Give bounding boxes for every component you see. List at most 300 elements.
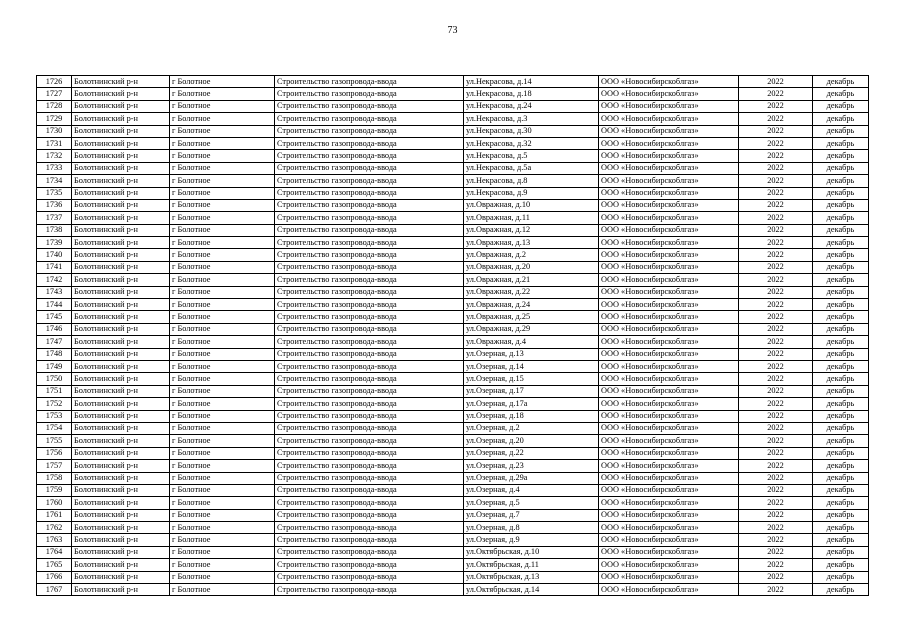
organization-cell: ООО «Новосибирскоблгаз» bbox=[599, 360, 739, 372]
table-row bbox=[37, 472, 869, 484]
month-cell: декабрь bbox=[813, 484, 869, 496]
address-cell: ул.Озерная, д.17а bbox=[464, 398, 599, 410]
year-cell: 2022 bbox=[739, 286, 813, 298]
work-type-cell: Строительство газопровода-ввода bbox=[275, 360, 464, 372]
district-cell: Болотнинский р-н bbox=[72, 162, 170, 174]
row-number-cell: 1748 bbox=[37, 348, 72, 360]
year-cell: 2022 bbox=[739, 559, 813, 571]
work-type-cell: Строительство газопровода-ввода bbox=[275, 584, 464, 596]
city-cell: г Болотное bbox=[170, 460, 275, 472]
address-cell: ул.Озерная, д.18 bbox=[464, 410, 599, 422]
organization-cell: ООО «Новосибирскоблгаз» bbox=[599, 175, 739, 187]
address-cell: ул.Овражная, д.12 bbox=[464, 224, 599, 236]
district-cell: Болотнинский р-н bbox=[72, 187, 170, 199]
district-cell: Болотнинский р-н bbox=[72, 299, 170, 311]
table-row bbox=[37, 311, 869, 323]
month-cell: декабрь bbox=[813, 212, 869, 224]
city-cell: г Болотное bbox=[170, 422, 275, 434]
table-row bbox=[37, 162, 869, 174]
year-cell: 2022 bbox=[739, 187, 813, 199]
year-cell: 2022 bbox=[739, 100, 813, 112]
work-type-cell: Строительство газопровода-ввода bbox=[275, 435, 464, 447]
city-cell: г Болотное bbox=[170, 571, 275, 583]
row-number-cell: 1738 bbox=[37, 224, 72, 236]
work-type-cell: Строительство газопровода-ввода bbox=[275, 286, 464, 298]
address-cell: ул.Озерная, д.14 bbox=[464, 360, 599, 372]
month-cell: декабрь bbox=[813, 410, 869, 422]
organization-cell: ООО «Новосибирскоблгаз» bbox=[599, 274, 739, 286]
row-number-cell: 1734 bbox=[37, 175, 72, 187]
organization-cell: ООО «Новосибирскоблгаз» bbox=[599, 484, 739, 496]
row-number-cell: 1731 bbox=[37, 137, 72, 149]
table-row bbox=[37, 137, 869, 149]
work-type-cell: Строительство газопровода-ввода bbox=[275, 224, 464, 236]
work-type-cell: Строительство газопровода-ввода bbox=[275, 100, 464, 112]
month-cell: декабрь bbox=[813, 261, 869, 273]
organization-cell: ООО «Новосибирскоблгаз» bbox=[599, 150, 739, 162]
table-row bbox=[37, 559, 869, 571]
district-cell: Болотнинский р-н bbox=[72, 509, 170, 521]
row-number-cell: 1753 bbox=[37, 410, 72, 422]
organization-cell: ООО «Новосибирскоблгаз» bbox=[599, 522, 739, 534]
table-row bbox=[37, 509, 869, 521]
organization-cell: ООО «Новосибирскоблгаз» bbox=[599, 323, 739, 335]
work-type-cell: Строительство газопровода-ввода bbox=[275, 237, 464, 249]
district-cell: Болотнинский р-н bbox=[72, 199, 170, 211]
district-cell: Болотнинский р-н bbox=[72, 274, 170, 286]
row-number-cell: 1763 bbox=[37, 534, 72, 546]
year-cell: 2022 bbox=[739, 435, 813, 447]
city-cell: г Болотное bbox=[170, 299, 275, 311]
month-cell: декабрь bbox=[813, 237, 869, 249]
city-cell: г Болотное bbox=[170, 323, 275, 335]
city-cell: г Болотное bbox=[170, 360, 275, 372]
organization-cell: ООО «Новосибирскоблгаз» bbox=[599, 100, 739, 112]
district-cell: Болотнинский р-н bbox=[72, 125, 170, 137]
year-cell: 2022 bbox=[739, 522, 813, 534]
table-row bbox=[37, 199, 869, 211]
address-cell: ул.Некрасова, д.8 bbox=[464, 175, 599, 187]
organization-cell: ООО «Новосибирскоблгаз» bbox=[599, 336, 739, 348]
district-cell: Болотнинский р-н bbox=[72, 534, 170, 546]
district-cell: Болотнинский р-н bbox=[72, 249, 170, 261]
table-row bbox=[37, 249, 869, 261]
address-cell: ул.Некрасова, д.32 bbox=[464, 137, 599, 149]
work-type-cell: Строительство газопровода-ввода bbox=[275, 484, 464, 496]
month-cell: декабрь bbox=[813, 373, 869, 385]
month-cell: декабрь bbox=[813, 137, 869, 149]
organization-cell: ООО «Новосибирскоблгаз» bbox=[599, 187, 739, 199]
year-cell: 2022 bbox=[739, 546, 813, 558]
city-cell: г Болотное bbox=[170, 224, 275, 236]
table-row bbox=[37, 150, 869, 162]
work-type-cell: Строительство газопровода-ввода bbox=[275, 150, 464, 162]
district-cell: Болотнинский р-н bbox=[72, 398, 170, 410]
address-cell: ул.Озерная, д.22 bbox=[464, 447, 599, 459]
month-cell: декабрь bbox=[813, 472, 869, 484]
work-type-cell: Строительство газопровода-ввода bbox=[275, 323, 464, 335]
address-cell: ул.Октябрьская, д.10 bbox=[464, 546, 599, 558]
row-number-cell: 1741 bbox=[37, 261, 72, 273]
organization-cell: ООО «Новосибирскоблгаз» bbox=[599, 497, 739, 509]
year-cell: 2022 bbox=[739, 249, 813, 261]
district-cell: Болотнинский р-н bbox=[72, 100, 170, 112]
year-cell: 2022 bbox=[739, 125, 813, 137]
table-row bbox=[37, 348, 869, 360]
organization-cell: ООО «Новосибирскоблгаз» bbox=[599, 571, 739, 583]
year-cell: 2022 bbox=[739, 88, 813, 100]
month-cell: декабрь bbox=[813, 199, 869, 211]
month-cell: декабрь bbox=[813, 385, 869, 397]
table-row bbox=[37, 125, 869, 137]
work-type-cell: Строительство газопровода-ввода bbox=[275, 509, 464, 521]
district-cell: Болотнинский р-н bbox=[72, 546, 170, 558]
district-cell: Болотнинский р-н bbox=[72, 484, 170, 496]
month-cell: декабрь bbox=[813, 88, 869, 100]
city-cell: г Болотное bbox=[170, 435, 275, 447]
city-cell: г Болотное bbox=[170, 125, 275, 137]
district-cell: Болотнинский р-н bbox=[72, 261, 170, 273]
address-cell: ул.Октябрьская, д.13 bbox=[464, 571, 599, 583]
district-cell: Болотнинский р-н bbox=[72, 571, 170, 583]
table-row bbox=[37, 360, 869, 372]
work-type-cell: Строительство газопровода-ввода bbox=[275, 76, 464, 88]
table-row bbox=[37, 113, 869, 125]
row-number-cell: 1766 bbox=[37, 571, 72, 583]
city-cell: г Болотное bbox=[170, 261, 275, 273]
address-cell: ул.Озерная, д.29а bbox=[464, 472, 599, 484]
year-cell: 2022 bbox=[739, 385, 813, 397]
organization-cell: ООО «Новосибирскоблгаз» bbox=[599, 534, 739, 546]
district-cell: Болотнинский р-н bbox=[72, 150, 170, 162]
address-cell: ул.Овражная, д.25 bbox=[464, 311, 599, 323]
year-cell: 2022 bbox=[739, 212, 813, 224]
address-cell: ул.Овражная, д.24 bbox=[464, 299, 599, 311]
row-number-cell: 1735 bbox=[37, 187, 72, 199]
address-cell: ул.Озерная, д.8 bbox=[464, 522, 599, 534]
district-cell: Болотнинский р-н bbox=[72, 88, 170, 100]
organization-cell: ООО «Новосибирскоблгаз» bbox=[599, 398, 739, 410]
year-cell: 2022 bbox=[739, 76, 813, 88]
row-number-cell: 1759 bbox=[37, 484, 72, 496]
table-row bbox=[37, 187, 869, 199]
district-cell: Болотнинский р-н bbox=[72, 336, 170, 348]
year-cell: 2022 bbox=[739, 422, 813, 434]
address-cell: ул.Овражная, д.13 bbox=[464, 237, 599, 249]
row-number-cell: 1765 bbox=[37, 559, 72, 571]
month-cell: декабрь bbox=[813, 571, 869, 583]
organization-cell: ООО «Новосибирскоблгаз» bbox=[599, 224, 739, 236]
district-cell: Болотнинский р-н bbox=[72, 175, 170, 187]
row-number-cell: 1758 bbox=[37, 472, 72, 484]
month-cell: декабрь bbox=[813, 522, 869, 534]
city-cell: г Болотное bbox=[170, 150, 275, 162]
month-cell: декабрь bbox=[813, 187, 869, 199]
month-cell: декабрь bbox=[813, 534, 869, 546]
table-row bbox=[37, 422, 869, 434]
address-cell: ул.Некрасова, д.5а bbox=[464, 162, 599, 174]
month-cell: декабрь bbox=[813, 323, 869, 335]
address-cell: ул.Озерная, д.2 bbox=[464, 422, 599, 434]
year-cell: 2022 bbox=[739, 323, 813, 335]
table-row bbox=[37, 261, 869, 273]
work-type-cell: Строительство газопровода-ввода bbox=[275, 249, 464, 261]
row-number-cell: 1729 bbox=[37, 113, 72, 125]
organization-cell: ООО «Новосибирскоблгаз» bbox=[599, 422, 739, 434]
work-type-cell: Строительство газопровода-ввода bbox=[275, 199, 464, 211]
month-cell: декабрь bbox=[813, 546, 869, 558]
city-cell: г Болотное bbox=[170, 137, 275, 149]
district-cell: Болотнинский р-н bbox=[72, 410, 170, 422]
year-cell: 2022 bbox=[739, 348, 813, 360]
row-number-cell: 1754 bbox=[37, 422, 72, 434]
table-row bbox=[37, 497, 869, 509]
organization-cell: ООО «Новосибирскоблгаз» bbox=[599, 373, 739, 385]
address-cell: ул.Октябрьская, д.14 bbox=[464, 584, 599, 596]
work-type-cell: Строительство газопровода-ввода bbox=[275, 113, 464, 125]
month-cell: декабрь bbox=[813, 336, 869, 348]
work-type-cell: Строительство газопровода-ввода bbox=[275, 522, 464, 534]
month-cell: декабрь bbox=[813, 113, 869, 125]
city-cell: г Болотное bbox=[170, 447, 275, 459]
work-type-cell: Строительство газопровода-ввода bbox=[275, 422, 464, 434]
year-cell: 2022 bbox=[739, 534, 813, 546]
work-type-cell: Строительство газопровода-ввода bbox=[275, 175, 464, 187]
organization-cell: ООО «Новосибирскоблгаз» bbox=[599, 237, 739, 249]
month-cell: декабрь bbox=[813, 559, 869, 571]
work-type-cell: Строительство газопровода-ввода bbox=[275, 373, 464, 385]
month-cell: декабрь bbox=[813, 224, 869, 236]
address-cell: ул.Некрасова, д.5 bbox=[464, 150, 599, 162]
city-cell: г Болотное bbox=[170, 286, 275, 298]
month-cell: декабрь bbox=[813, 460, 869, 472]
row-number-cell: 1742 bbox=[37, 274, 72, 286]
table-row bbox=[37, 522, 869, 534]
address-cell: ул.Некрасова, д.9 bbox=[464, 187, 599, 199]
row-number-cell: 1733 bbox=[37, 162, 72, 174]
organization-cell: ООО «Новосибирскоблгаз» bbox=[599, 472, 739, 484]
address-cell: ул.Озерная, д.23 bbox=[464, 460, 599, 472]
row-number-cell: 1736 bbox=[37, 199, 72, 211]
year-cell: 2022 bbox=[739, 472, 813, 484]
address-cell: ул.Некрасова, д.18 bbox=[464, 88, 599, 100]
work-type-cell: Строительство газопровода-ввода bbox=[275, 261, 464, 273]
row-number-cell: 1737 bbox=[37, 212, 72, 224]
year-cell: 2022 bbox=[739, 299, 813, 311]
table-row bbox=[37, 460, 869, 472]
city-cell: г Болотное bbox=[170, 76, 275, 88]
organization-cell: ООО «Новосибирскоблгаз» bbox=[599, 299, 739, 311]
table-row bbox=[37, 100, 869, 112]
organization-cell: ООО «Новосибирскоблгаз» bbox=[599, 311, 739, 323]
work-type-cell: Строительство газопровода-ввода bbox=[275, 348, 464, 360]
year-cell: 2022 bbox=[739, 410, 813, 422]
district-cell: Болотнинский р-н bbox=[72, 212, 170, 224]
city-cell: г Болотное bbox=[170, 336, 275, 348]
month-cell: декабрь bbox=[813, 162, 869, 174]
year-cell: 2022 bbox=[739, 460, 813, 472]
city-cell: г Болотное bbox=[170, 88, 275, 100]
address-cell: ул.Озерная, д.5 bbox=[464, 497, 599, 509]
work-type-cell: Строительство газопровода-ввода bbox=[275, 88, 464, 100]
year-cell: 2022 bbox=[739, 584, 813, 596]
city-cell: г Болотное bbox=[170, 522, 275, 534]
row-number-cell: 1760 bbox=[37, 497, 72, 509]
table-row bbox=[37, 76, 869, 88]
table-row bbox=[37, 212, 869, 224]
year-cell: 2022 bbox=[739, 113, 813, 125]
city-cell: г Болотное bbox=[170, 546, 275, 558]
city-cell: г Болотное bbox=[170, 187, 275, 199]
work-type-cell: Строительство газопровода-ввода bbox=[275, 274, 464, 286]
address-cell: ул.Некрасова, д.24 bbox=[464, 100, 599, 112]
work-type-cell: Строительство газопровода-ввода bbox=[275, 559, 464, 571]
district-cell: Болотнинский р-н bbox=[72, 422, 170, 434]
year-cell: 2022 bbox=[739, 447, 813, 459]
work-type-cell: Строительство газопровода-ввода bbox=[275, 162, 464, 174]
year-cell: 2022 bbox=[739, 150, 813, 162]
city-cell: г Болотное bbox=[170, 212, 275, 224]
work-type-cell: Строительство газопровода-ввода bbox=[275, 299, 464, 311]
city-cell: г Болотное bbox=[170, 410, 275, 422]
row-number-cell: 1762 bbox=[37, 522, 72, 534]
district-cell: Болотнинский р-н bbox=[72, 237, 170, 249]
year-cell: 2022 bbox=[739, 237, 813, 249]
city-cell: г Болотное bbox=[170, 175, 275, 187]
address-cell: ул.Овражная, д.29 bbox=[464, 323, 599, 335]
city-cell: г Болотное bbox=[170, 398, 275, 410]
year-cell: 2022 bbox=[739, 509, 813, 521]
district-cell: Болотнинский р-н bbox=[72, 113, 170, 125]
month-cell: декабрь bbox=[813, 509, 869, 521]
address-cell: ул.Овражная, д.2 bbox=[464, 249, 599, 261]
district-cell: Болотнинский р-н bbox=[72, 559, 170, 571]
year-cell: 2022 bbox=[739, 484, 813, 496]
month-cell: декабрь bbox=[813, 584, 869, 596]
month-cell: декабрь bbox=[813, 299, 869, 311]
work-type-cell: Строительство газопровода-ввода bbox=[275, 398, 464, 410]
address-cell: ул.Овражная, д.22 bbox=[464, 286, 599, 298]
row-number-cell: 1740 bbox=[37, 249, 72, 261]
district-cell: Болотнинский р-н bbox=[72, 373, 170, 385]
work-type-cell: Строительство газопровода-ввода bbox=[275, 546, 464, 558]
row-number-cell: 1764 bbox=[37, 546, 72, 558]
year-cell: 2022 bbox=[739, 497, 813, 509]
row-number-cell: 1747 bbox=[37, 336, 72, 348]
row-number-cell: 1726 bbox=[37, 76, 72, 88]
address-cell: ул.Озерная, д.15 bbox=[464, 373, 599, 385]
row-number-cell: 1746 bbox=[37, 323, 72, 335]
district-cell: Болотнинский р-н bbox=[72, 348, 170, 360]
month-cell: декабрь bbox=[813, 125, 869, 137]
district-cell: Болотнинский р-н bbox=[72, 311, 170, 323]
district-cell: Болотнинский р-н bbox=[72, 447, 170, 459]
district-cell: Болотнинский р-н bbox=[72, 584, 170, 596]
row-number-cell: 1727 bbox=[37, 88, 72, 100]
year-cell: 2022 bbox=[739, 311, 813, 323]
table-row bbox=[37, 274, 869, 286]
organization-cell: ООО «Новосибирскоблгаз» bbox=[599, 162, 739, 174]
address-cell: ул.Овражная, д.20 bbox=[464, 261, 599, 273]
month-cell: декабрь bbox=[813, 398, 869, 410]
table-row bbox=[37, 398, 869, 410]
month-cell: декабрь bbox=[813, 175, 869, 187]
address-cell: ул.Озерная, д.20 bbox=[464, 435, 599, 447]
row-number-cell: 1750 bbox=[37, 373, 72, 385]
district-cell: Болотнинский р-н bbox=[72, 224, 170, 236]
table-row bbox=[37, 175, 869, 187]
city-cell: г Болотное bbox=[170, 162, 275, 174]
row-number-cell: 1730 bbox=[37, 125, 72, 137]
work-type-cell: Строительство газопровода-ввода bbox=[275, 460, 464, 472]
table-row bbox=[37, 410, 869, 422]
address-cell: ул.Овражная, д.21 bbox=[464, 274, 599, 286]
year-cell: 2022 bbox=[739, 360, 813, 372]
work-type-cell: Строительство газопровода-ввода bbox=[275, 410, 464, 422]
month-cell: декабрь bbox=[813, 249, 869, 261]
month-cell: декабрь bbox=[813, 150, 869, 162]
organization-cell: ООО «Новосибирскоблгаз» bbox=[599, 113, 739, 125]
table-row bbox=[37, 224, 869, 236]
organization-cell: ООО «Новосибирскоблгаз» bbox=[599, 76, 739, 88]
row-number-cell: 1744 bbox=[37, 299, 72, 311]
table-row bbox=[37, 373, 869, 385]
district-cell: Болотнинский р-н bbox=[72, 460, 170, 472]
table-row bbox=[37, 299, 869, 311]
table-row bbox=[37, 447, 869, 459]
address-cell: ул.Озерная, д.13 bbox=[464, 348, 599, 360]
address-cell: ул.Озерная, д.7 bbox=[464, 509, 599, 521]
work-type-cell: Строительство газопровода-ввода bbox=[275, 571, 464, 583]
row-number-cell: 1752 bbox=[37, 398, 72, 410]
address-cell: ул.Овражная, д.11 bbox=[464, 212, 599, 224]
organization-cell: ООО «Новосибирскоблгаз» bbox=[599, 410, 739, 422]
table-row bbox=[37, 484, 869, 496]
row-number-cell: 1743 bbox=[37, 286, 72, 298]
district-cell: Болотнинский р-н bbox=[72, 472, 170, 484]
registry-table-body bbox=[37, 76, 869, 596]
work-type-cell: Строительство газопровода-ввода bbox=[275, 472, 464, 484]
city-cell: г Болотное bbox=[170, 472, 275, 484]
row-number-cell: 1767 bbox=[37, 584, 72, 596]
district-cell: Болотнинский р-н bbox=[72, 76, 170, 88]
month-cell: декабрь bbox=[813, 286, 869, 298]
city-cell: г Болотное bbox=[170, 484, 275, 496]
row-number-cell: 1761 bbox=[37, 509, 72, 521]
row-number-cell: 1728 bbox=[37, 100, 72, 112]
work-type-cell: Строительство газопровода-ввода bbox=[275, 385, 464, 397]
organization-cell: ООО «Новосибирскоблгаз» bbox=[599, 385, 739, 397]
organization-cell: ООО «Новосибирскоблгаз» bbox=[599, 286, 739, 298]
organization-cell: ООО «Новосибирскоблгаз» bbox=[599, 460, 739, 472]
organization-cell: ООО «Новосибирскоблгаз» bbox=[599, 509, 739, 521]
table-row bbox=[37, 323, 869, 335]
organization-cell: ООО «Новосибирскоблгаз» bbox=[599, 447, 739, 459]
city-cell: г Болотное bbox=[170, 348, 275, 360]
year-cell: 2022 bbox=[739, 224, 813, 236]
organization-cell: ООО «Новосибирскоблгаз» bbox=[599, 348, 739, 360]
address-cell: ул.Некрасова, д.3 bbox=[464, 113, 599, 125]
month-cell: декабрь bbox=[813, 360, 869, 372]
table-row bbox=[37, 435, 869, 447]
row-number-cell: 1739 bbox=[37, 237, 72, 249]
district-cell: Болотнинский р-н bbox=[72, 286, 170, 298]
year-cell: 2022 bbox=[739, 373, 813, 385]
table-row bbox=[37, 546, 869, 558]
row-number-cell: 1757 bbox=[37, 460, 72, 472]
month-cell: декабрь bbox=[813, 497, 869, 509]
district-cell: Болотнинский р-н bbox=[72, 323, 170, 335]
